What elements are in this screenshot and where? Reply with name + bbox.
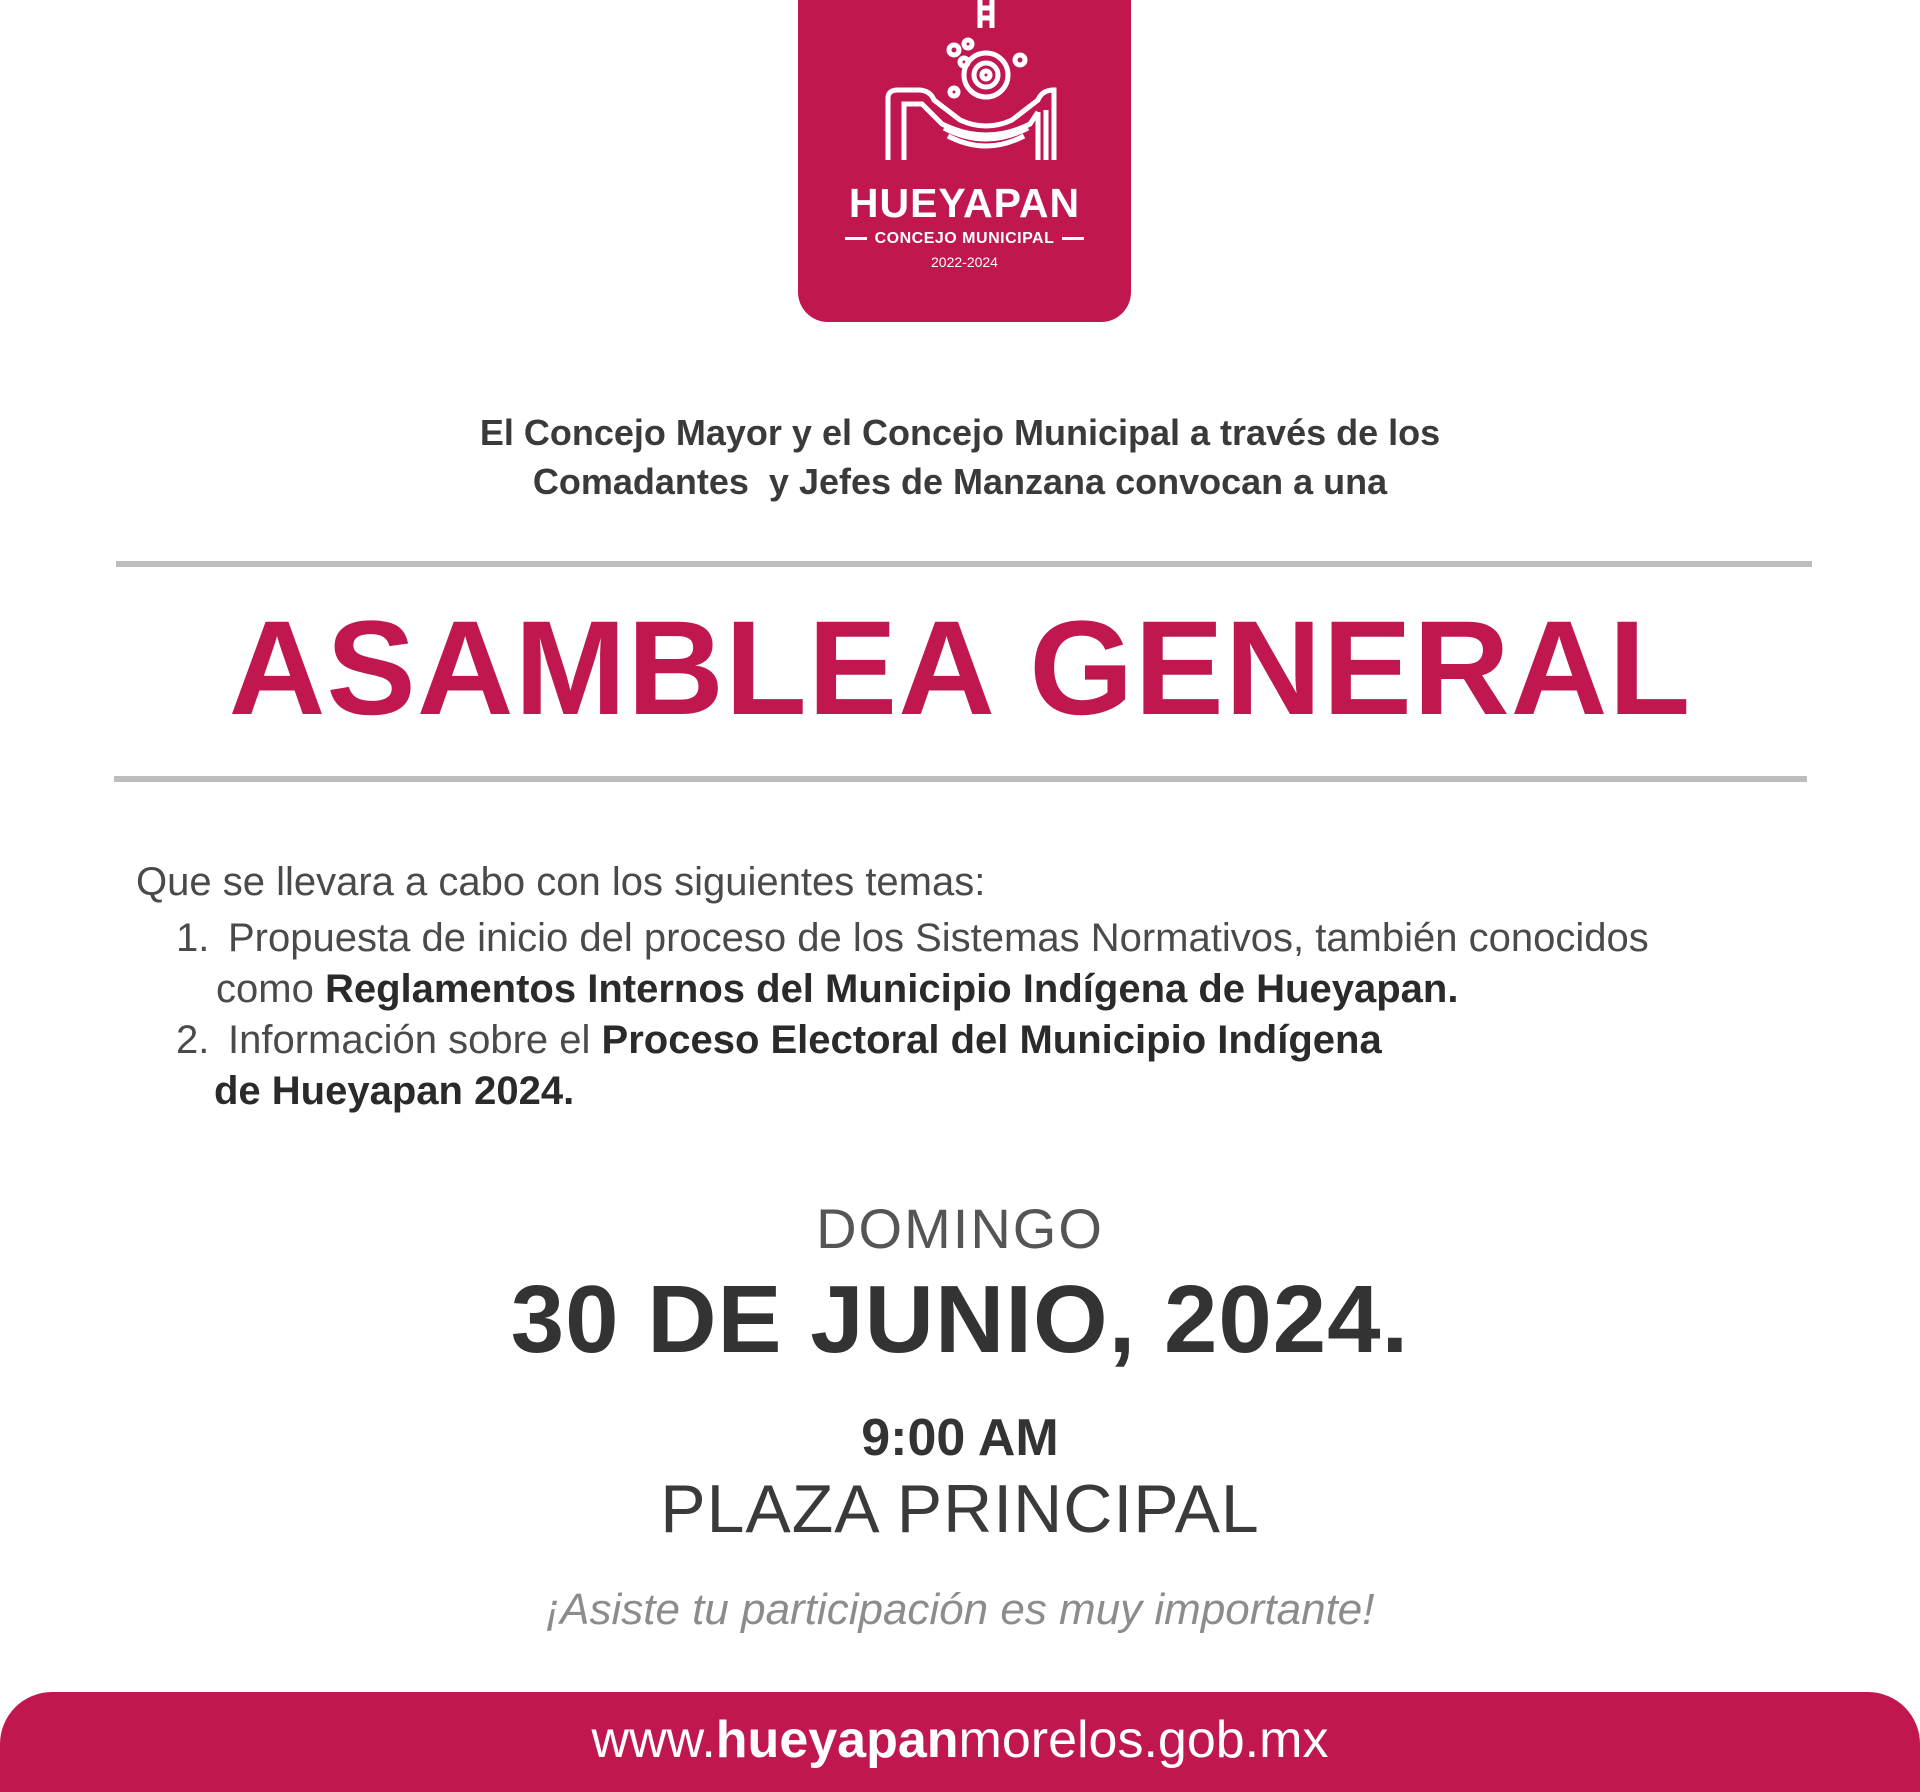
intro-line-1: El Concejo Mayor y el Concejo Municipal a través de los (479, 412, 1441, 453)
topic-prefix: como (216, 967, 314, 1011)
logo-subtitle (798, 230, 1131, 248)
topic-highlight: Proceso Electoral del Municipio Indígena (601, 1018, 1382, 1062)
intro-line-2: Comadantes y Jefes de Manzana convocan a una (532, 461, 1388, 502)
url-suffix: morelos.gob.mx (958, 1711, 1329, 1769)
event-time: 9:00 AM (861, 1409, 1059, 1467)
topics-intro: Que se llevara a cabo con los siguientes temas: (136, 860, 986, 904)
url-bold: hueyapan (715, 1711, 959, 1769)
call-to-action: ¡Asiste tu participación es muy importante! (545, 1585, 1375, 1634)
logo-name: HUEYAPAN (848, 180, 1081, 226)
logo-subtitle-text: CONCEJO MUNICIPAL (874, 230, 1055, 247)
topic-number: 2. (176, 1018, 210, 1062)
hueyapan-emblem-icon (868, 0, 1058, 180)
headline: ASAMBLEA GENERAL (228, 594, 1692, 743)
topic-item-2 (176, 1015, 1876, 1117)
topic-item-1 (176, 913, 1876, 1015)
topic-number: 1. (176, 916, 210, 960)
event-day: DOMINGO (816, 1197, 1104, 1260)
event-place: PLAZA PRINCIPAL (660, 1471, 1260, 1547)
topic-text: Propuesta de inicio del proceso de los Sistemas Normativos, también conocidos (228, 916, 1649, 960)
topic-text: Información sobre el (228, 1018, 591, 1062)
url-prefix: www. (591, 1711, 716, 1769)
topic-highlight: Reglamentos Internos del Municipio Indígena de Hueyapan. (324, 967, 1459, 1011)
footer-bar (0, 1692, 1920, 1792)
website-link[interactable] (0, 1710, 1920, 1770)
event-date: 30 DE JUNIO, 2024. (510, 1266, 1410, 1373)
divider-top (116, 561, 1812, 567)
logo-years: 2022-2024 (931, 254, 998, 270)
topic-highlight-continued: de Hueyapan 2024. (214, 1069, 575, 1113)
divider-bottom (114, 776, 1807, 782)
logo-badge (798, 0, 1131, 322)
intro-text (0, 408, 1920, 506)
